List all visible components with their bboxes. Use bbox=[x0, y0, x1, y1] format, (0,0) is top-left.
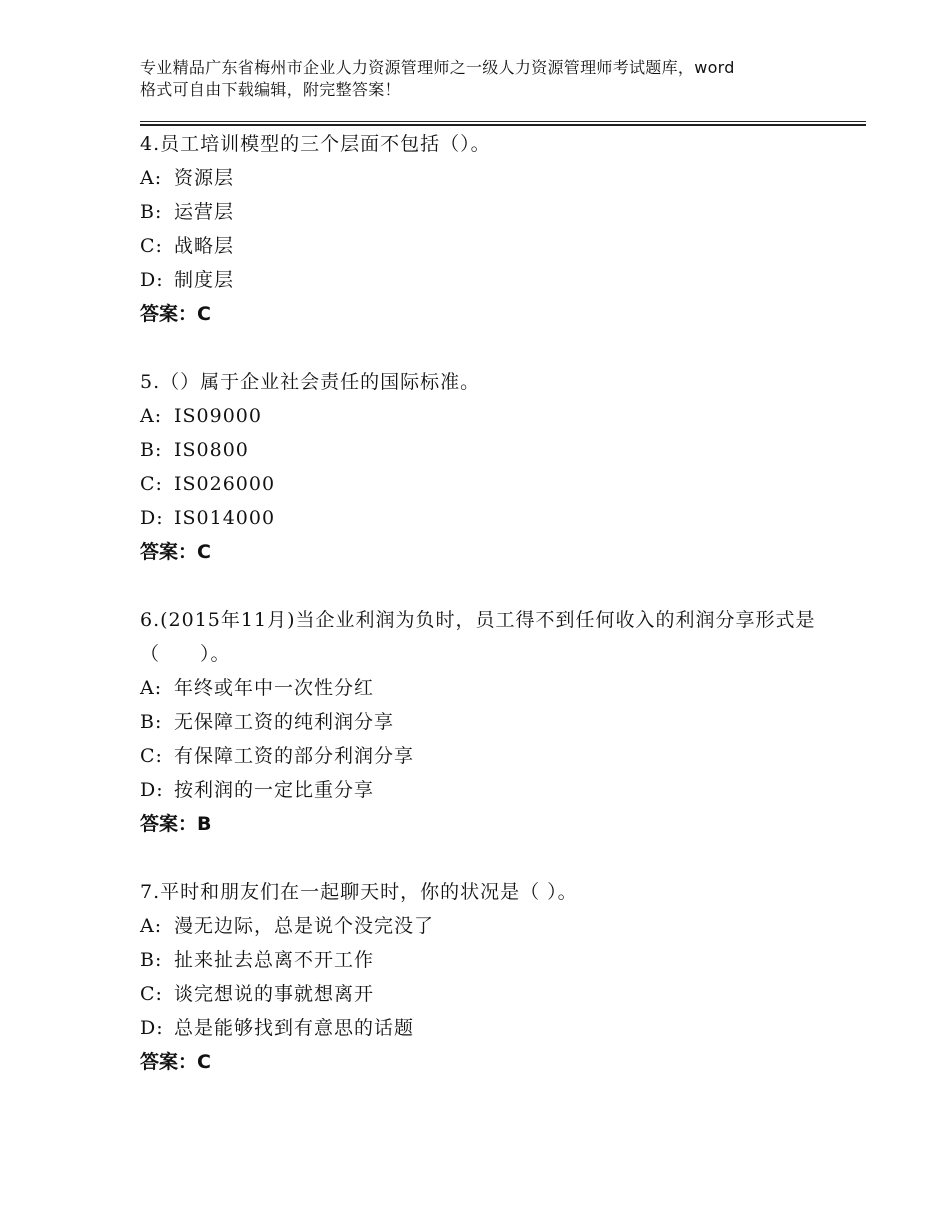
option-d bbox=[140, 773, 830, 807]
option-c bbox=[140, 467, 830, 501]
option-text: IS09000 bbox=[174, 405, 262, 427]
option-c bbox=[140, 977, 830, 1011]
question-4 bbox=[140, 127, 830, 331]
question-5 bbox=[140, 365, 830, 569]
option-b bbox=[140, 195, 830, 229]
option-text: 总是能够找到有意思的话题 bbox=[174, 1017, 415, 1039]
option-letter: A: bbox=[140, 915, 163, 937]
option-letter: A: bbox=[140, 405, 163, 427]
option-letter: D: bbox=[140, 779, 164, 801]
option-letter: D: bbox=[140, 507, 164, 529]
question-7 bbox=[140, 875, 830, 1079]
option-letter: B: bbox=[140, 949, 163, 971]
answer-line: 答案：C bbox=[140, 1051, 211, 1073]
option-text: 无保障工资的纯利润分享 bbox=[174, 711, 395, 733]
question-stem: 5.（）属于企业社会责任的国际标准。 bbox=[140, 371, 481, 393]
option-text: 年终或年中一次性分红 bbox=[174, 677, 375, 699]
question-stem: 4.员工培训模型的三个层面不包括（）。 bbox=[140, 133, 491, 155]
option-text: 制度层 bbox=[174, 269, 235, 291]
option-d bbox=[140, 1011, 830, 1045]
option-text: 扯来扯去总离不开工作 bbox=[174, 949, 375, 971]
option-letter: B: bbox=[140, 201, 163, 223]
question-6 bbox=[140, 603, 830, 841]
option-letter: C: bbox=[140, 473, 163, 495]
option-letter: B: bbox=[140, 439, 163, 461]
option-c bbox=[140, 739, 830, 773]
option-letter: A: bbox=[140, 677, 163, 699]
option-b bbox=[140, 943, 830, 977]
option-text: 有保障工资的部分利润分享 bbox=[174, 745, 415, 767]
option-a bbox=[140, 671, 830, 705]
header-rule-thick bbox=[140, 124, 866, 126]
option-a bbox=[140, 909, 830, 943]
option-text: IS026000 bbox=[174, 473, 276, 495]
header-rule-thin bbox=[140, 121, 866, 122]
option-text: 按利润的一定比重分享 bbox=[174, 779, 375, 801]
option-c bbox=[140, 229, 830, 263]
option-letter: B: bbox=[140, 711, 163, 733]
question-stem: 7.平时和朋友们在一起聊天时，你的状况是（ ）。 bbox=[140, 881, 578, 903]
answer-line: 答案：C bbox=[140, 303, 211, 325]
header-line-2: 格式可自由下载编辑，附完整答案！ bbox=[140, 80, 401, 99]
option-text: 谈完想说的事就想离开 bbox=[174, 983, 375, 1005]
option-text: IS014000 bbox=[174, 507, 276, 529]
option-letter: D: bbox=[140, 269, 164, 291]
option-letter: D: bbox=[140, 1017, 164, 1039]
option-text: 运营层 bbox=[174, 201, 235, 223]
question-list bbox=[140, 127, 830, 1113]
document-header bbox=[140, 57, 840, 101]
answer-line: 答案：B bbox=[140, 813, 212, 835]
option-letter: C: bbox=[140, 745, 163, 767]
option-text: 资源层 bbox=[174, 167, 235, 189]
option-text: 战略层 bbox=[174, 235, 235, 257]
option-d bbox=[140, 263, 830, 297]
option-a bbox=[140, 161, 830, 195]
option-letter: A: bbox=[140, 167, 163, 189]
answer-line: 答案：C bbox=[140, 541, 211, 563]
option-text: 漫无边际，总是说个没完没了 bbox=[174, 915, 435, 937]
option-letter: C: bbox=[140, 983, 163, 1005]
option-text: IS0800 bbox=[174, 439, 249, 461]
option-d bbox=[140, 501, 830, 535]
header-line-1: 专业精品广东省梅州市企业人力资源管理师之一级人力资源管理师考试题库，word bbox=[140, 58, 735, 77]
option-b bbox=[140, 433, 830, 467]
option-a bbox=[140, 399, 830, 433]
question-stem: 6.(2015年11月)当企业利润为负时，员工得不到任何收入的利润分享形式是（ ）。 bbox=[140, 609, 816, 665]
option-letter: C: bbox=[140, 235, 163, 257]
option-b bbox=[140, 705, 830, 739]
